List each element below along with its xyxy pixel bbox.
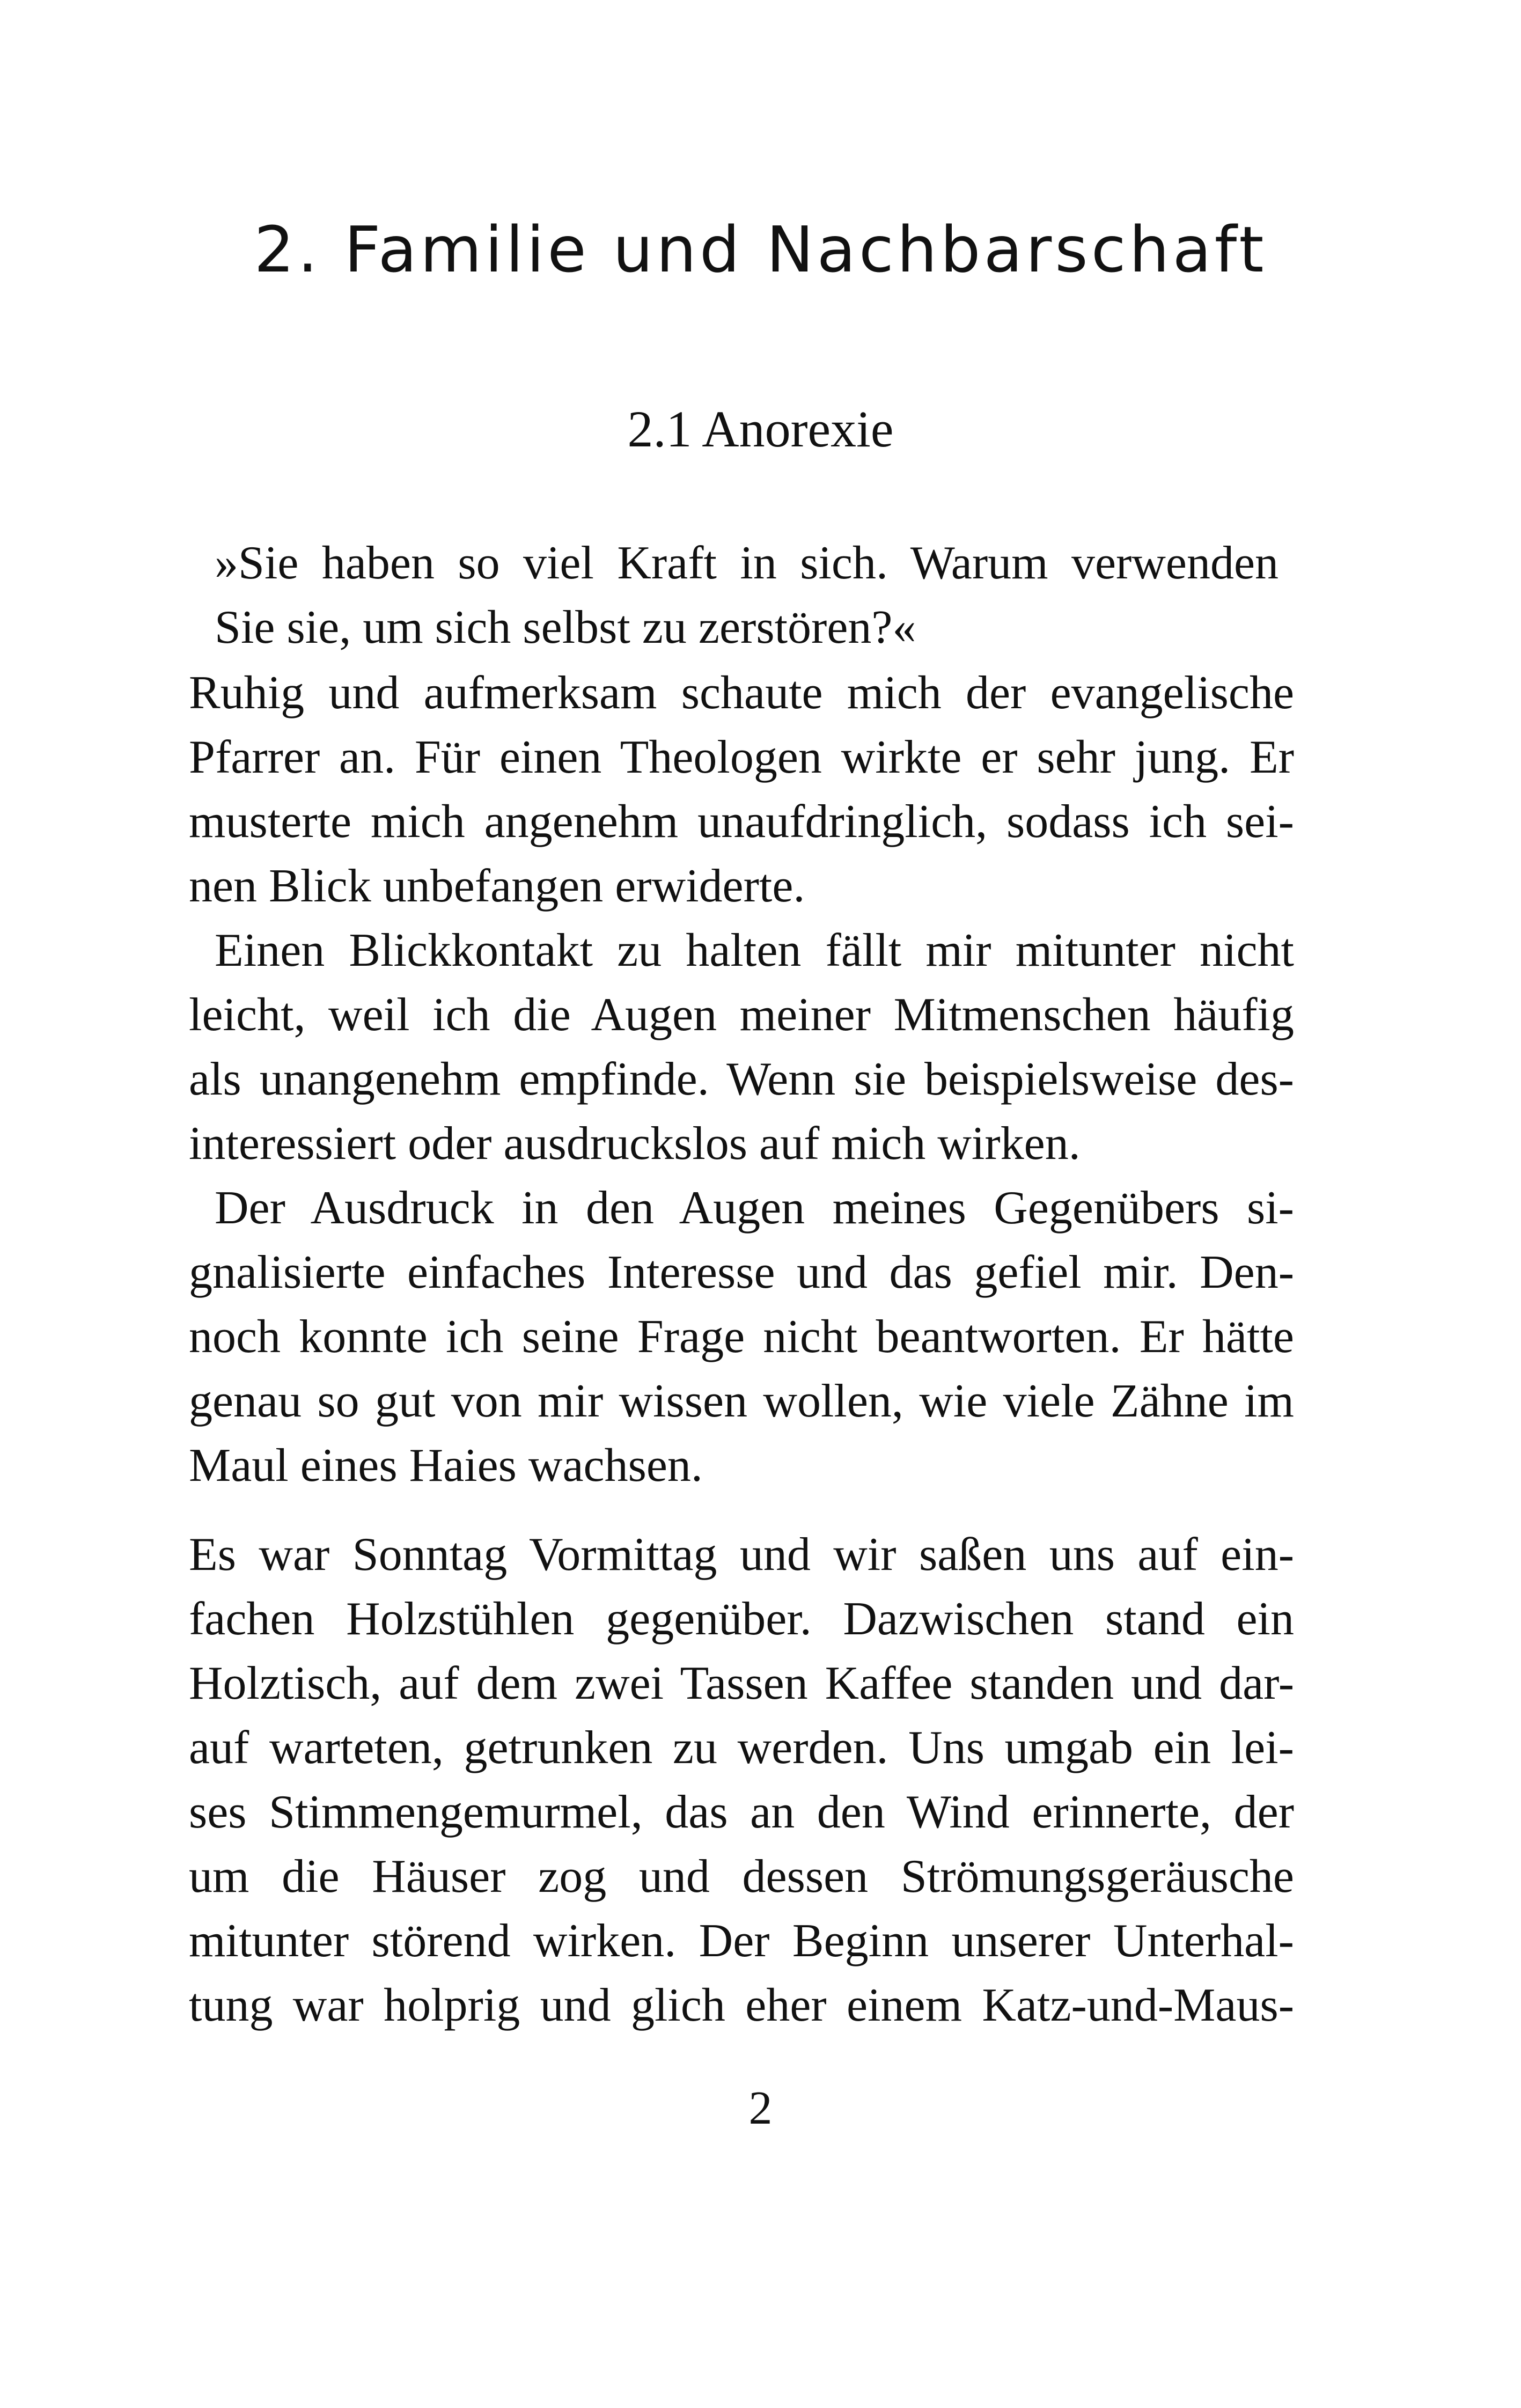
paragraph-line: genau so gut von mir wissen wollen, wie viele Zähne im bbox=[189, 1375, 1294, 1427]
paragraph-line: auf warteten, getrunken zu werden. Uns umgab ein lei- bbox=[189, 1722, 1294, 1774]
paragraph-line: leicht, weil ich die Augen meiner Mitmenschen häufig bbox=[189, 989, 1294, 1041]
paragraph-line: Ruhig und aufmerksam schaute mich der evangelische bbox=[189, 667, 1294, 719]
paragraph-line: noch konnte ich seine Frage nicht beantworten. Er hätte bbox=[189, 1311, 1294, 1363]
paragraph-line: fachen Holzstühlen gegenüber. Dazwischen stand ein bbox=[189, 1593, 1294, 1645]
paragraph-line: Einen Blickkontakt zu halten fällt mir mitunter nicht bbox=[215, 924, 1294, 977]
paragraph-line: als unangenehm empfinde. Wenn sie beispielsweise des- bbox=[189, 1053, 1294, 1105]
paragraph-line: tung war holprig und glich eher einem Katz-und-Maus- bbox=[189, 1979, 1294, 2031]
paragraph-line: Maul eines Haies wachsen. bbox=[189, 1440, 703, 1492]
quote-line: »Sie haben so viel Kraft in sich. Warum verwenden bbox=[215, 537, 1278, 589]
section-title: 2.1 Anorexie bbox=[627, 400, 894, 458]
paragraph-line: Es war Sonntag Vormittag und wir saßen uns auf ein- bbox=[189, 1529, 1294, 1581]
paragraph-line: Holztisch, auf dem zwei Tassen Kaffee standen und dar- bbox=[189, 1657, 1294, 1709]
paragraph-line: Der Ausdruck in den Augen meines Gegenübers si- bbox=[215, 1182, 1294, 1234]
paragraph-line: mitunter störend wirken. Der Beginn unserer Unterhal- bbox=[189, 1915, 1294, 1967]
page-number: 2 bbox=[748, 2082, 773, 2134]
paragraph-line: gnalisierte einfaches Interesse und das gefiel mir. Den- bbox=[189, 1246, 1294, 1298]
paragraph-line: musterte mich angenehm unaufdringlich, sodass ich sei- bbox=[189, 796, 1294, 848]
paragraph-line: nen Blick unbefangen erwiderte. bbox=[189, 860, 805, 912]
chapter-title: 2. Familie und Nachbarschaft bbox=[254, 212, 1267, 287]
paragraph-line: um die Häuser zog und dessen Strömungsgeräusche bbox=[189, 1851, 1294, 1903]
quote-line: Sie sie, um sich selbst zu zerstören?« bbox=[215, 601, 916, 654]
paragraph-line: Pfarrer an. Für einen Theologen wirkte er sehr jung. Er bbox=[189, 731, 1294, 783]
paragraph-line: interessiert oder ausdruckslos auf mich wirken. bbox=[189, 1118, 1081, 1170]
paragraph-line: ses Stimmengemurmel, das an den Wind erinnerte, der bbox=[189, 1786, 1294, 1838]
